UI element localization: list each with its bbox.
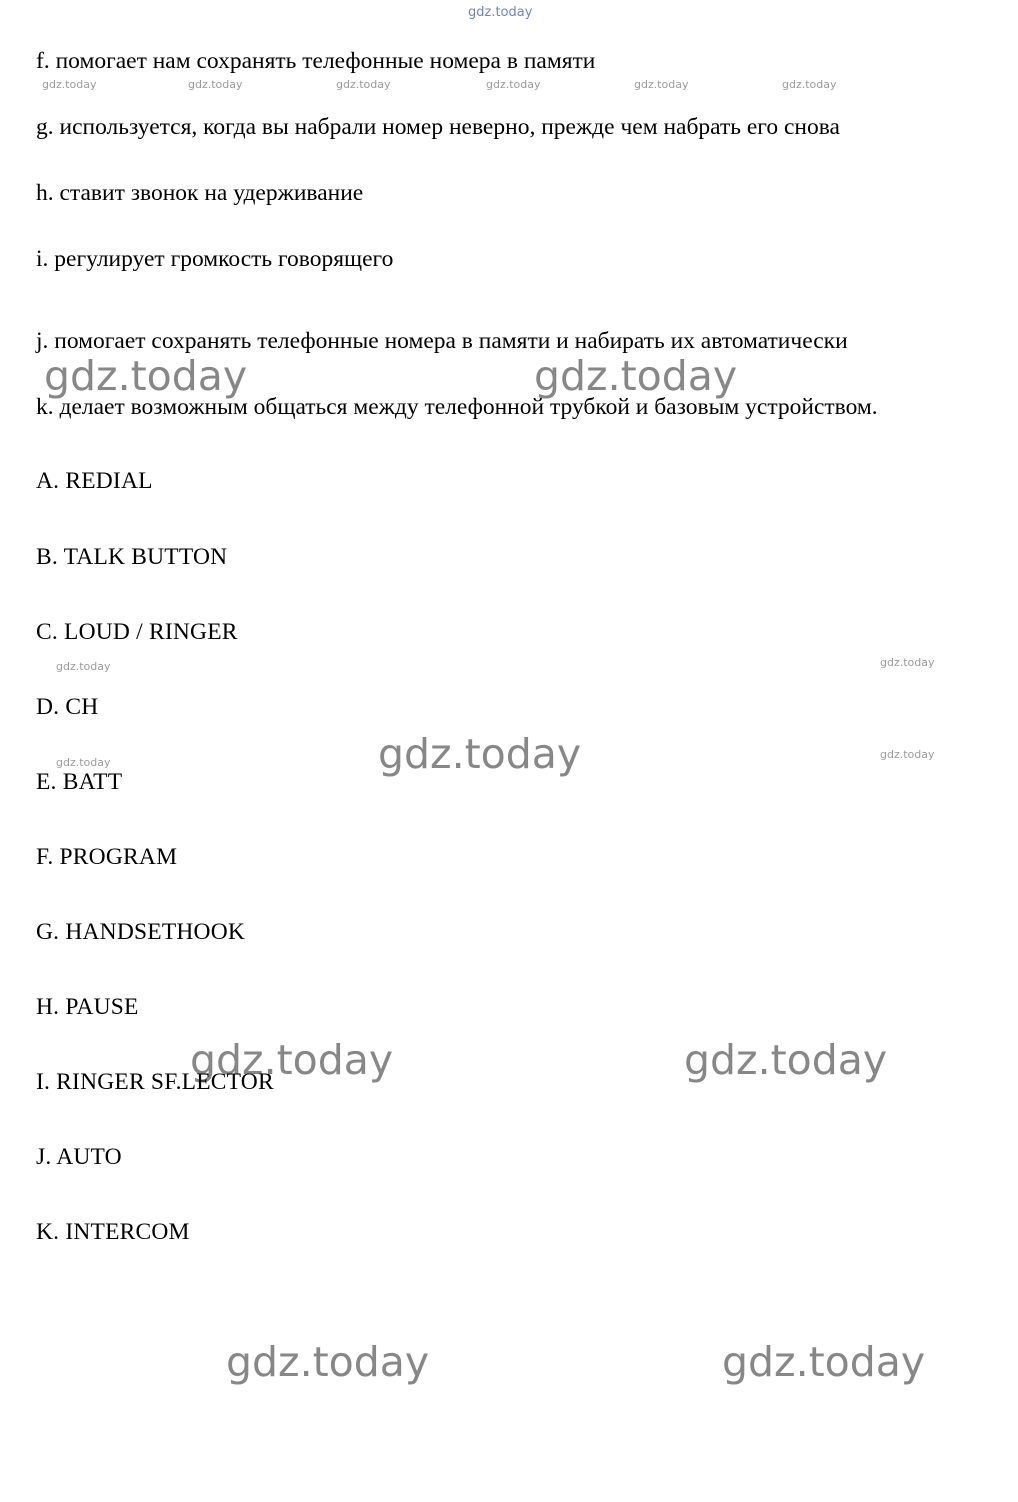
watermark-small: gdz.today xyxy=(486,78,541,91)
answer-a: A. REDIAL xyxy=(36,468,153,495)
statement-j: j. помогает сохранять телефонные номера в памяти и набирать их автоматически xyxy=(36,328,848,355)
watermark-small: gdz.today xyxy=(42,78,97,91)
statement-f: f. помогает нам сохранять телефонные номера в памяти xyxy=(36,48,596,74)
watermark-small: gdz.today xyxy=(56,756,111,769)
answer-d: D. CH xyxy=(36,693,99,720)
watermark-small: gdz.today xyxy=(634,78,689,91)
watermark-top: gdz.today xyxy=(468,5,533,20)
watermark-large: gdz.today xyxy=(378,730,582,778)
watermark-small: gdz.today xyxy=(880,656,935,669)
statement-k: k. делает возможным общаться между телефонной трубкой и базовым устройством. xyxy=(36,394,878,421)
answer-k: K. INTERCOM xyxy=(36,1219,190,1246)
document-body xyxy=(36,46,976,1247)
statement-g: g. используется, когда вы набрали номер неверно, прежде чем набрать его снова xyxy=(36,114,840,141)
watermark-small: gdz.today xyxy=(56,660,111,673)
answer-e: E. BATT xyxy=(36,768,123,795)
watermark-large: gdz.today xyxy=(534,352,738,400)
watermark-large: gdz.today xyxy=(44,352,248,400)
watermark-large: gdz.today xyxy=(722,1338,926,1386)
watermark-small: gdz.today xyxy=(782,78,837,91)
watermark-large: gdz.today xyxy=(226,1338,430,1386)
answer-c: C. LOUD / RINGER xyxy=(36,618,238,645)
answer-f: F. PROGRAM xyxy=(36,843,178,870)
answer-h: H. PAUSE xyxy=(36,994,139,1021)
statement-i: i. регулирует громкость говорящего xyxy=(36,246,394,273)
watermark-small: gdz.today xyxy=(880,748,935,761)
watermark-large: gdz.today xyxy=(684,1036,888,1084)
watermark-small: gdz.today xyxy=(336,78,391,91)
answer-g: G. HANDSETHOOK xyxy=(36,918,246,945)
answer-b: B. TALK BUTTON xyxy=(36,543,228,570)
answer-i: I. RINGER SF.LECTOR xyxy=(36,1069,274,1096)
answer-j: J. AUTO xyxy=(36,1144,122,1171)
statement-h: h. ставит звонок на удерживание xyxy=(36,180,364,207)
watermark-large: gdz.today xyxy=(190,1036,394,1084)
watermark-small: gdz.today xyxy=(188,78,243,91)
